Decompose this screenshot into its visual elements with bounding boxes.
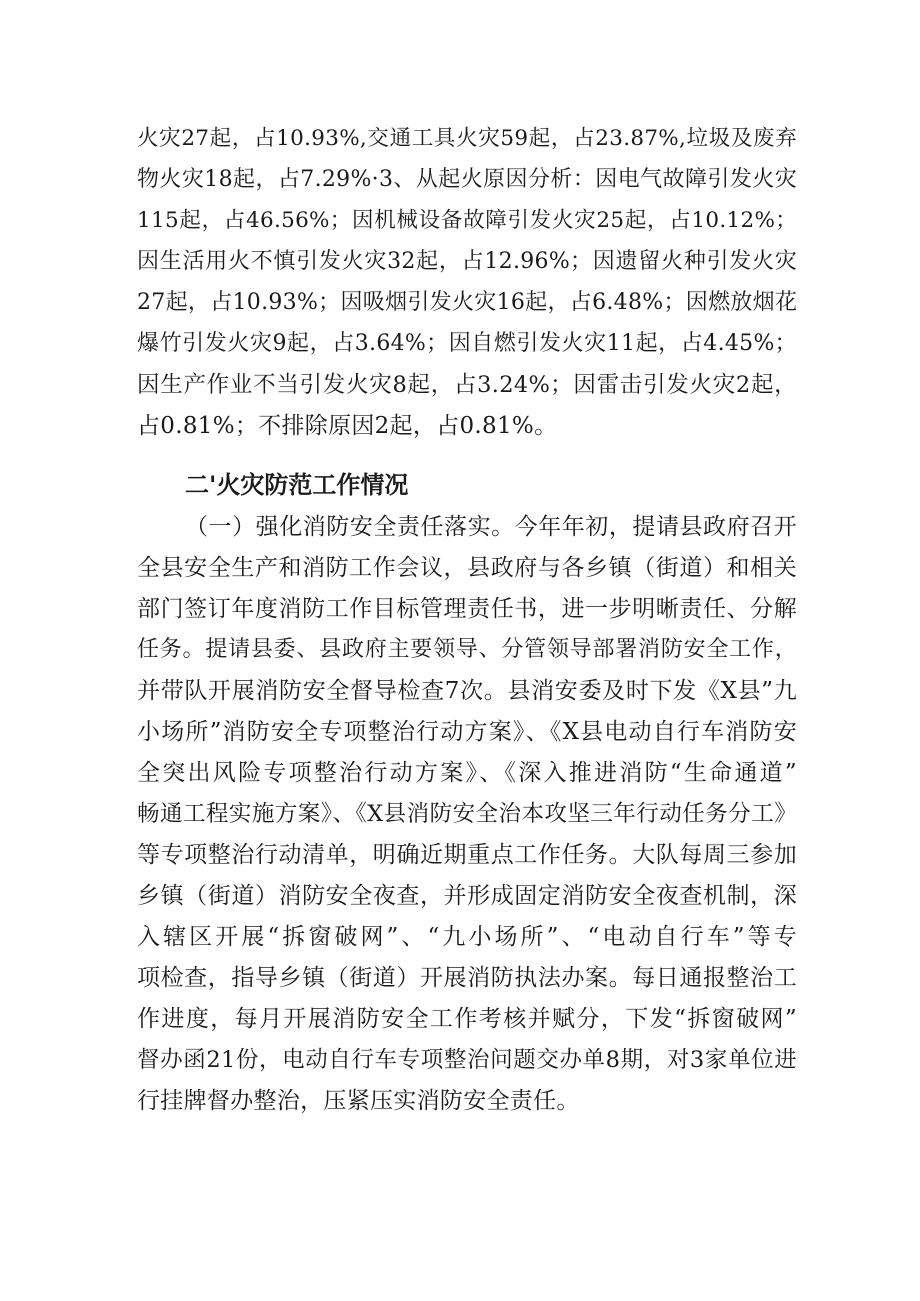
paragraph-line: 并带队开展消防安全督导检查7次。县消安委及时下发《X县”九 <box>137 678 797 704</box>
paragraph-line: 乡镇（街道）消防安全夜查，并形成固定消防安全夜查机制，深 <box>137 883 797 909</box>
body-line-1: 火灾27起，占10.93%,交通工具火灾59起，占23.87%,垃圾及废弃 <box>137 126 797 151</box>
body-line-7: 因生产作业不当引发火灾8起，占3.24%；因雷击引发火灾2起， <box>137 372 797 398</box>
paragraph-line: 部门签订年度消防工作目标管理责任书，进一步明晰责任、分解 <box>137 596 797 622</box>
body-line-8: 占0.81%；不排除原因2起，占0.81%。 <box>137 413 558 439</box>
paragraph-first-line: （一）强化消防安全责任落实。今年年初，提请县政府召开 <box>185 514 797 540</box>
paragraph-last-line: 行挂牌督办整治，压紧压实消防安全责任。 <box>137 1088 580 1114</box>
body-line-4: 因生活用火不慎引发火灾32起，占12.96%；因遗留火种引发火灾 <box>137 249 797 274</box>
body-line-6: 爆竹引发火灾9起，占3.64%；因自燃引发火灾11起，占4.45%； <box>137 331 797 356</box>
section-heading: 二'火灾防范工作情况 <box>185 471 409 499</box>
paragraph-line: 等专项整治行动清单，明确近期重点工作任务。大队每周三参加 <box>137 842 797 868</box>
paragraph-line: 督办函21份，电动自行车专项整治问题交办单8期，对3家单位进 <box>137 1047 797 1073</box>
paragraph-line: 畅通工程实施方案》、《X县消防安全治本攻坚三年行动任务分工》 <box>137 801 797 827</box>
body-line-2: 物火灾18起，占7.29%·3、从起火原因分析：因电气故障引发火灾 <box>137 167 797 192</box>
body-line-5: 27起，占10.93%；因吸烟引发火灾16起，占6.48%；因燃放烟花 <box>137 290 798 315</box>
paragraph-line: 项检查，指导乡镇（街道）开展消防执法办案。每日通报整治工 <box>137 965 797 991</box>
paragraph-line: 入辖区开展“拆窗破网”、“九小场所”、“电动自行车”等专 <box>137 924 797 950</box>
paragraph-line: 小场所”消防安全专项整治行动方案》、《X县电动自行车消防安 <box>137 719 797 745</box>
paragraph-line: 任务。提请县委、县政府主要领导、分管领导部署消防安全工作， <box>137 637 797 662</box>
body-line-3: 115起，占46.56%；因机械设备故障引发火灾25起，占10.12%； <box>137 208 797 233</box>
paragraph-line: 全突出风险专项整治行动方案》、《深入推进消防“生命通道” <box>137 760 797 786</box>
paragraph-line: 全县安全生产和消防工作会议，县政府与各乡镇（街道）和相关 <box>137 555 797 581</box>
paragraph-line: 作进度，每月开展消防安全工作考核并赋分，下发“拆窗破网” <box>137 1006 797 1032</box>
